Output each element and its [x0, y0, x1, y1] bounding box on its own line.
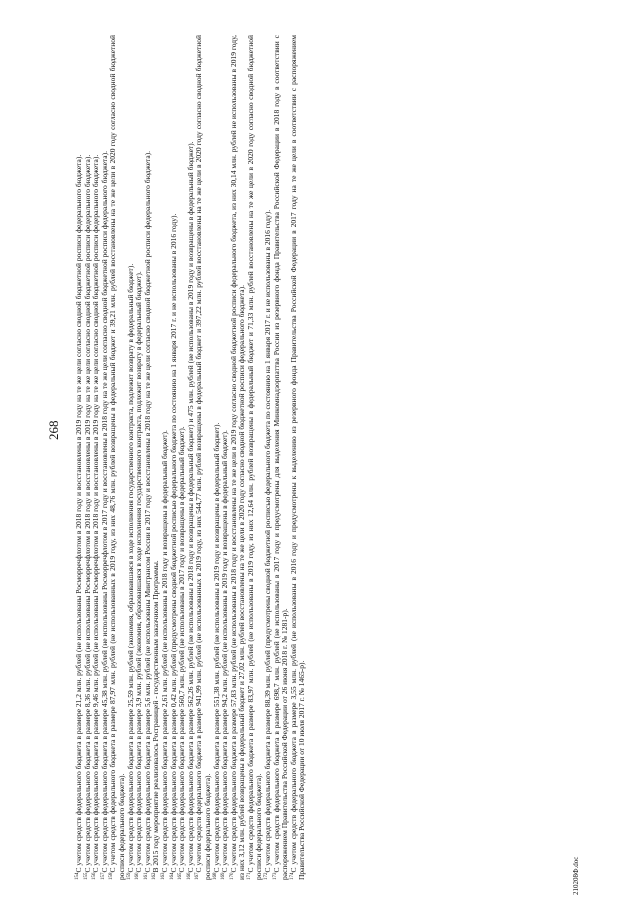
footnote-number: 164 [169, 872, 175, 880]
footnote-text: С учетом средств федерального бюджета в размере 2,61 млн. рублей (не использованы в 2018 году и возвращены в федеральный бюджет). [159, 430, 169, 873]
footnote-number: 168 [212, 872, 218, 880]
footnote-number: 170 [229, 872, 235, 880]
footnote-text: С учетом средств федерального бюджета в размере 8,36 млн. рублей (не использованы Росморречфлотом в 2018 году и восстановлены в 2019 году на те же цели согласно сводной бюджетной росписи федерального бюджета). [82, 154, 92, 873]
footnote-text: С учетом средств федерального бюджета в размере 551,38 млн. рублей (не использованы в 2019 году и возвращены в федеральный бюджет). [211, 422, 221, 873]
footnote-number: 171 [246, 872, 252, 880]
footnote [273, 35, 290, 880]
document-id: 210208Ф.doc [572, 856, 580, 895]
footnote-number: 165 [178, 872, 184, 880]
footnote-number: 158 [109, 872, 115, 880]
footnote-number: 166 [186, 872, 192, 880]
footnote-number: 154 [75, 872, 80, 880]
footnote-number: 163 [160, 872, 166, 880]
footnote-text: С учетом средств федерального бюджета в размере 57,83 млн. рублей (не использованы в 2018 году и восстановлены на те же цели в 2019 году согласно сводной бюджетной росписи федерального бюджета, из них 30,14 млн. рублей не использованы в 2019 году, из них 3,12 млн. рублей возвращены в федеральный бюджет и 27,02 млн. рублей восстановлены на те же цели в 2020 году согласно сводной бюджетной росписи федерального бюджета). [228, 35, 247, 880]
footnote-number: 173 [272, 872, 278, 880]
footnote-text: С учетом средств федерального бюджета в размере 87,97 млн. рублей (не использованных в 2019 году, из них 48,76 млн. рублей возвращены в федеральный бюджет и 39,21 млн. рублей восстановлены на те же цели в 2020 году согласно сводной бюджетной росписи федерального бюджета). [108, 35, 126, 880]
footnote-number: 169 [221, 872, 227, 880]
footnote-number: 160 [135, 872, 141, 880]
footnote-number: 162 [152, 872, 158, 880]
footnote-text: С учетом средств федерального бюджета в размере 560,7 млн. рублей (не использованы в 2017 году и возвращены в федеральный бюджет). [177, 426, 187, 873]
footnote-text: С учетом средств федерального бюджета в размере 88,39 млн. рублей (предусмотрены сводной бюджетной росписью федерального бюджета по состоянию на 1 января 2017 г. и не использованы в 2016 году). [263, 209, 273, 873]
footnote-text: С учетом средств федерального бюджета в размере 9,46 млн. рублей (не использованы Росморречфлотом в 2018 году и восстановлены в 2019 году на те же цели согласно сводной бюджетной росписи федерального бюджета). [91, 154, 101, 873]
footnote-text: С учетом средств федерального бюджета в размере 3,9 млн. рублей (экономия, образовавшаяся в ходе исполнения государственного контракта, подлежит возврату в федеральный бюджет). [134, 271, 144, 873]
footnote-text: С учетом средств федерального бюджета в размере 83,97 млн. рублей (не использованы в 2019 году, из них 12,64 млн. рублей возвращены в федеральный бюджет и 71,33 млн. рублей восстановлены на те же цели в 2020 году согласно сводной бюджетной росписи федерального бюджета). [245, 35, 264, 880]
footnote-number: 161 [143, 872, 149, 880]
footnote-number: 157 [100, 872, 106, 880]
footnote-text: С учетом средств федерального бюджета в размере 0,42 млн. рублей (предусмотрены сводной бюджетной росписью федерального бюджета по состоянию на 1 января 2017 г. и не использованы в 2016 году). [168, 213, 178, 873]
page-number: 268 [46, 420, 61, 440]
footnote-text: С учетом средств федерального бюджета в размере 562,26 млн. рублей (не использованы в 2018 году и возвращены в федеральный бюджет) и 475 млн. рублей (не использованы в 2019 году и возвращены в федеральный бюджет). [185, 141, 195, 873]
footnote-text: С учетом средств федерального бюджета в размере 698,7 млн. рублей (не использованы в 2017 году и предусмотрены для выделения Минкомнадзорпаттва России из резервного фонда Правительства Российской Федерации в 2018 году в соответствии с распоряжением Правительства Российской Федерации от 26 июня 2018 г. № 1281-р). [271, 35, 290, 880]
footnote-text: С учетом средств федерального бюджета в размере 5,6 млн. рублей (не использованы Минтрансом России в 2017 году и восстановлены в 2018 году на те же цели согласно сводной бюджетной росписи федерального бюджета). [142, 150, 152, 873]
footnote-number: 155 [83, 872, 89, 880]
footnote-text: С учетом средств федерального бюджета в размере 25,59 млн. рублей (экономия, образовавшаяся в ходе исполнения государственного контракта, подлежит возврату в федеральный бюджет). [125, 263, 135, 873]
footnote-text: С учетом средств федерального бюджета в размере 94,2 млн. рублей (не использованы в 2019 году и возвращены в федеральный бюджет). [220, 430, 230, 873]
footnote-text: С учетом средств федерального бюджета в размере 941,99 млн. рублей (не использованных в 2019 году, из них 544,77 млн. рублей возвращены в федеральный бюджет и 397,22 млн. рублей восстановлены на те же цели в 2020 году согласно сводной бюджетной росписи федерального бюджета). [194, 35, 212, 880]
footnote [230, 35, 247, 880]
footnote-number: 156 [92, 872, 98, 880]
footnote-text: С учетом средств федерального бюджета в размере 3,55 млн. рублей (не использованы в 2016 году и предусмотрены к выделению из резервного фонда Правительства Российской Федерации в 2017 году на те же цели в соответствии с распоряжением Правительства Российской Федерации от 10 июля 2017 г. № 1465-р). [288, 35, 307, 880]
footnote-text: С учетом средств федерального бюджета в размере 21,2 млн. рублей (не использованы Росморречфлотом в 2018 году и восстановлены в 2019 году на те же цели согласно сводной бюджетной росписи федерального бюджета). [74, 154, 83, 873]
footnote [290, 35, 307, 880]
footnote-number: 174 [289, 872, 295, 880]
footnote [195, 35, 212, 880]
footnote-text: В 2015 году мероприятие реализовалось Росграницей - государственным заказчиком Программы. [151, 560, 161, 873]
footnote-number: 159 [126, 872, 132, 880]
footnote-number: 167 [195, 872, 201, 880]
footnote [247, 35, 264, 880]
footnote-number: 172 [264, 872, 270, 880]
footnote [109, 35, 126, 880]
footnote-text: С учетом средств федерального бюджета в размере 45,38 млн. рублей (не использованы Росморречфлотом в 2017 году и восстановлены в 2018 году на те же цели согласно сводной бюджетной росписи федерального бюджета). [99, 151, 109, 873]
footnotes-block [75, 35, 307, 880]
